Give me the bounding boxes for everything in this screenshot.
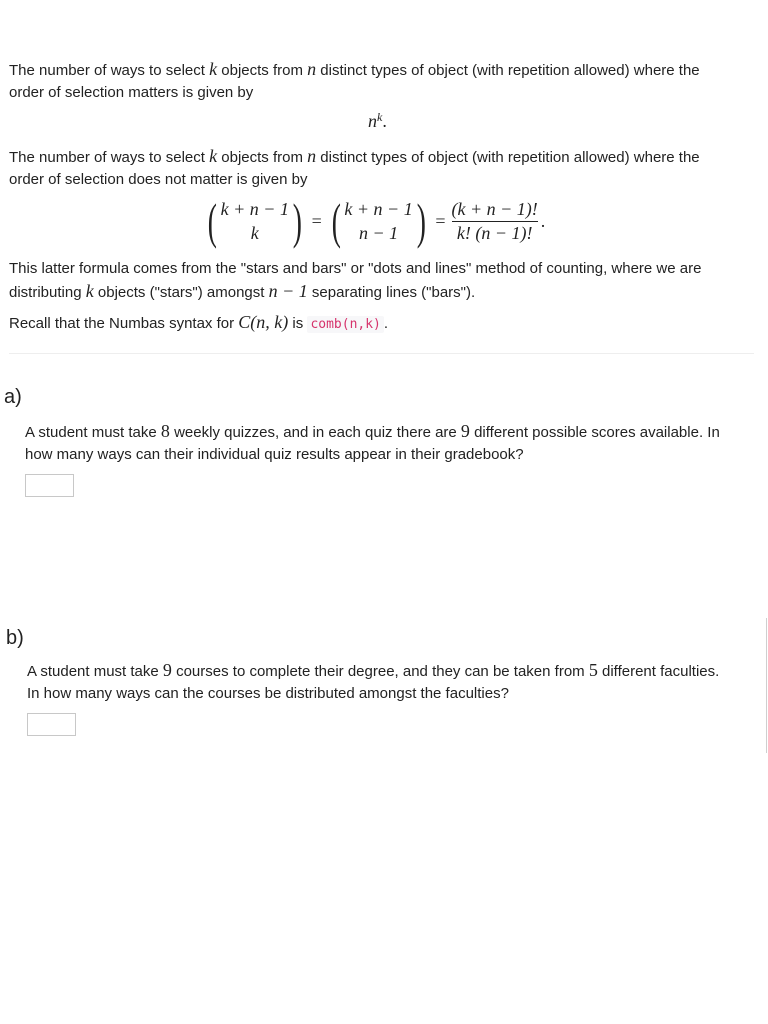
part-b-label: b) (6, 627, 24, 649)
intro-paragraph-1 (9, 58, 749, 104)
text: order of selection matters is given by (9, 84, 254, 101)
intro-paragraph-3 (9, 258, 749, 304)
fraction (452, 198, 538, 245)
right-paren: ) (416, 193, 426, 249)
math-k: k (209, 59, 218, 79)
math-c-n-k: C(n, k) (238, 312, 289, 332)
text: A student must take (25, 424, 161, 441)
text: distributing (9, 284, 86, 301)
part-a-answer-input[interactable] (25, 474, 74, 497)
section-divider (9, 353, 754, 354)
text: objects ("stars") amongst (93, 284, 269, 301)
text: how many ways can their individual quiz results appear in their gradebook? (25, 446, 524, 463)
text: The number of ways to select (9, 149, 210, 166)
math-n: n (307, 59, 317, 79)
math-n: n (307, 146, 317, 166)
text: . (383, 315, 389, 332)
part-a-question (25, 420, 750, 466)
text: weekly quizzes, and in each quiz there are (169, 424, 461, 441)
number: 9 (460, 421, 470, 441)
binomial-bottom: k (250, 223, 259, 243)
math-period: . (540, 210, 546, 231)
part-a-label: a) (4, 386, 22, 408)
formula-combinations (204, 193, 546, 249)
text: order of selection does not matter is given by (9, 171, 308, 188)
text: courses to complete their degree, and they can be taken from (171, 663, 589, 680)
math-k: k (209, 146, 218, 166)
binomial-bottom: n − 1 (358, 223, 399, 243)
number: 9 (162, 660, 172, 680)
text: different faculties. (597, 663, 720, 680)
part-b-question (27, 659, 752, 705)
text: This latter formula comes from the "stars and bars" or "dots and lines" method of counting, where we are (9, 260, 702, 277)
text: In how many ways can the courses be distributed amongst the faculties? (27, 685, 509, 702)
text: distinct types of object (with repetition allowed) where the (316, 62, 700, 79)
formula-n-power-k (368, 110, 387, 132)
text: different possible scores available. In (469, 424, 720, 441)
left-paren: ( (331, 193, 341, 249)
scrollbar-edge (766, 618, 767, 753)
text: separating lines ("bars"). (307, 284, 476, 301)
math-exponent: k (377, 110, 383, 124)
binomial-2 (328, 193, 430, 249)
intro-paragraph-4 (9, 311, 749, 336)
code-snippet: comb(n,k) (307, 316, 383, 333)
part-b-answer-input[interactable] (27, 713, 76, 736)
text: The number of ways to select (9, 62, 210, 79)
intro-paragraph-2 (9, 145, 749, 191)
binomial-top: k + n − 1 (344, 199, 413, 219)
text: objects from (217, 149, 308, 166)
text: A student must take (27, 663, 163, 680)
fraction-denominator: k! (n − 1)! (456, 222, 533, 243)
text: is (288, 315, 308, 332)
binomial-1 (204, 193, 306, 249)
number: 8 (160, 421, 170, 441)
math-period: . (382, 111, 387, 131)
math-base: n (368, 111, 377, 131)
right-paren: ) (292, 193, 302, 249)
math-n-minus-1: n − 1 (268, 281, 308, 301)
equals-sign: = (435, 210, 446, 231)
math-k: k (85, 281, 94, 301)
number: 5 (588, 660, 598, 680)
text: distinct types of object (with repetition allowed) where the (316, 149, 700, 166)
text: objects from (217, 62, 308, 79)
binomial-top: k + n − 1 (220, 199, 289, 219)
left-paren: ( (207, 193, 217, 249)
text: Recall that the Numbas syntax for (9, 315, 239, 332)
fraction-numerator: (k + n − 1)! (451, 198, 538, 219)
equals-sign: = (311, 210, 322, 231)
